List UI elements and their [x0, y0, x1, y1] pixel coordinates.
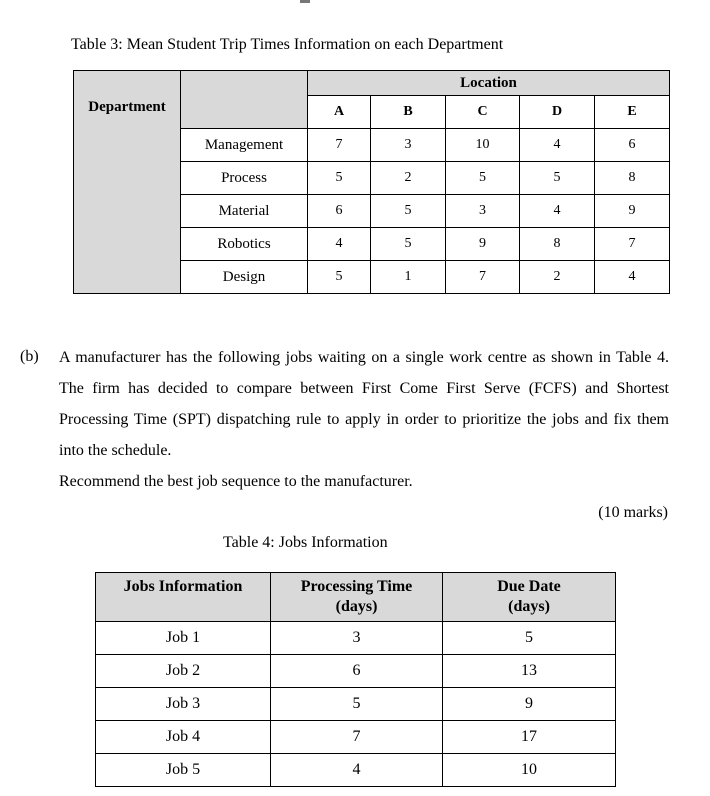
table4-caption: Table 4: Jobs Information: [223, 534, 388, 551]
jobs-info-header: Jobs Information: [96, 573, 271, 622]
processing-time-cell: 3: [271, 622, 443, 655]
table-row: [96, 622, 616, 655]
trip-time-cell: 4: [308, 228, 371, 261]
trip-time-cell: 4: [520, 129, 595, 162]
trip-time-cell: 5: [371, 195, 446, 228]
location-a-header: A: [308, 96, 371, 129]
trip-time-cell: 6: [308, 195, 371, 228]
department-name: Robotics: [181, 228, 308, 261]
department-name: Process: [181, 162, 308, 195]
due-date-cell: 9: [443, 688, 616, 721]
trip-time-cell: 5: [446, 162, 520, 195]
trip-time-cell: 1: [371, 261, 446, 294]
trip-time-cell: 5: [371, 228, 446, 261]
job-name: Job 2: [96, 655, 271, 688]
processing-time-header: [271, 573, 443, 622]
due-date-cell: 13: [443, 655, 616, 688]
trip-time-cell: 8: [520, 228, 595, 261]
processing-time-cell: 5: [271, 688, 443, 721]
marks-label: (10 marks): [598, 504, 668, 521]
trip-time-cell: 3: [446, 195, 520, 228]
table3-caption: Table 3: Mean Student Trip Times Information on each Department: [71, 36, 504, 53]
due-date-header-line1: Due Date: [497, 578, 561, 595]
trip-time-cell: 9: [446, 228, 520, 261]
table-row: [96, 688, 616, 721]
trip-time-cell: 5: [308, 162, 371, 195]
trip-time-cell: 6: [595, 129, 670, 162]
trip-time-cell: 4: [595, 261, 670, 294]
location-c-header: C: [446, 96, 520, 129]
blank-header-cell: [181, 71, 308, 129]
table-row: [96, 655, 616, 688]
trip-time-cell: 2: [520, 261, 595, 294]
department-name: Management: [181, 129, 308, 162]
processing-time-cell: 6: [271, 655, 443, 688]
trip-time-cell: 3: [371, 129, 446, 162]
department-name: Material: [181, 195, 308, 228]
part-b-question: [59, 342, 669, 497]
location-d-header: D: [520, 96, 595, 129]
due-date-header-line2: (days): [508, 598, 550, 615]
due-date-cell: 5: [443, 622, 616, 655]
location-header: Location: [308, 71, 670, 96]
jobs-table: [95, 572, 616, 787]
location-e-header: E: [595, 96, 670, 129]
table-row: [96, 721, 616, 754]
cropped-text-fragment: [300, 0, 310, 3]
question-instruction: Recommend the best job sequence to the manufacturer.: [59, 473, 413, 490]
job-name: Job 1: [96, 622, 271, 655]
trip-time-cell: 8: [595, 162, 670, 195]
due-date-cell: 17: [443, 721, 616, 754]
trip-time-cell: 5: [520, 162, 595, 195]
table-row: [96, 754, 616, 787]
trip-time-cell: 5: [308, 261, 371, 294]
trip-time-cell: 7: [308, 129, 371, 162]
processing-time-header-line1: Processing Time: [300, 578, 413, 595]
trip-time-cell: 2: [371, 162, 446, 195]
processing-time-header-line2: (days): [335, 598, 378, 615]
trip-time-cell: 7: [446, 261, 520, 294]
trip-time-cell: 4: [520, 195, 595, 228]
department-header: Department: [74, 71, 181, 294]
trip-time-cell: 7: [595, 228, 670, 261]
department-name: Design: [181, 261, 308, 294]
processing-time-cell: 4: [271, 754, 443, 787]
due-date-header: [443, 573, 616, 622]
processing-time-cell: 7: [271, 721, 443, 754]
job-name: Job 5: [96, 754, 271, 787]
question-paragraph: A manufacturer has the following jobs waiting on a single work centre as shown in Table 4. The firm has decided to compare between First Come First Serve (FCFS) and Shortest Processing Time (SPT) dispatching rule to apply in order to prioritize the jobs and fix them into the schedule.: [59, 349, 669, 459]
job-name: Job 3: [96, 688, 271, 721]
trip-times-table: [73, 70, 670, 294]
trip-time-cell: 10: [446, 129, 520, 162]
trip-time-cell: 9: [595, 195, 670, 228]
part-b-label: (b): [20, 348, 39, 365]
due-date-cell: 10: [443, 754, 616, 787]
location-b-header: B: [371, 96, 446, 129]
job-name: Job 4: [96, 721, 271, 754]
